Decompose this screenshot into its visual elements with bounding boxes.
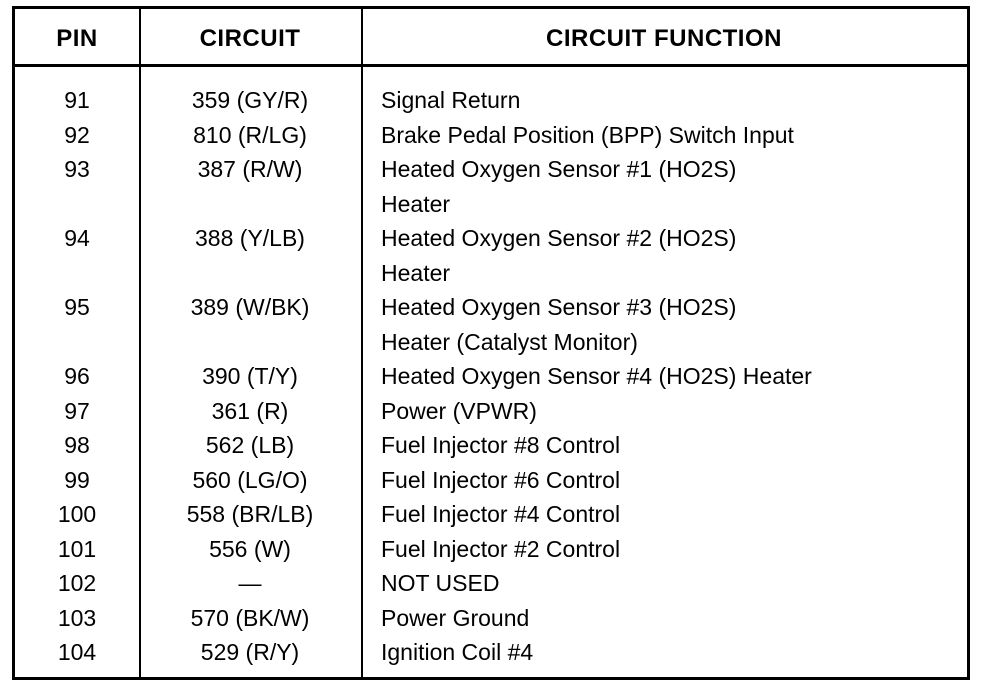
pin-cell: 101: [57, 535, 97, 562]
table-row: [15, 566, 967, 601]
pin-table: [12, 6, 970, 680]
circuit-function-cell: Power Ground: [381, 604, 530, 631]
table-header: [15, 9, 967, 67]
table-row: [15, 152, 967, 221]
circuit-cell: 810 (R/LG): [193, 121, 307, 148]
circuit-function-cell: Ignition Coil #4: [381, 639, 534, 665]
circuit-function-cell: Power (VPWR): [381, 397, 537, 424]
pin-cell: 98: [64, 432, 90, 458]
pin-cell: 102: [57, 570, 97, 596]
circuit-cell: 570 (BK/W): [190, 604, 310, 631]
circuit-cell: 562 (LB): [205, 432, 295, 458]
circuit-cell: 390 (T/Y): [202, 363, 298, 389]
circuit-cell: 389 (W/BK): [190, 294, 310, 320]
circuit-function-cell: Signal Return: [381, 87, 521, 113]
table-row: [15, 221, 967, 290]
table-row: [15, 463, 967, 498]
table-row: [15, 635, 967, 670]
circuit-function-cell: Heated Oxygen Sensor #4 (HO2S) Heater: [381, 363, 812, 389]
circuit-cell: 560 (LG/O): [192, 466, 308, 493]
circuit-cell: 388 (Y/LB): [195, 225, 305, 251]
circuit-cell: 359 (GY/R): [191, 87, 309, 113]
circuit-cell: 361 (R): [211, 397, 289, 424]
pin-cell: 97: [64, 397, 90, 424]
pin-cell: 99: [64, 466, 90, 493]
pin-cell: 92: [64, 121, 90, 148]
circuit-cell: 558 (BR/LB): [186, 501, 314, 527]
circuit-function-cell: Fuel Injector #4 Control: [381, 501, 621, 527]
circuit-function-cell: Fuel Injector #8 Control: [381, 432, 621, 458]
table-row: [15, 428, 967, 463]
circuit-cell: 387 (R/W): [197, 156, 303, 182]
circuit-cell: —: [238, 570, 262, 596]
pin-cell: 95: [64, 294, 90, 320]
table-row: [15, 394, 967, 429]
pin-cell: 93: [64, 156, 90, 182]
pin-cell: 96: [64, 363, 90, 389]
pin-cell: 91: [64, 87, 90, 113]
pin-cell: 100: [57, 501, 97, 527]
table-row: [15, 532, 967, 567]
pin-cell: 94: [64, 225, 90, 251]
header-circuit: CIRCUIT: [199, 25, 301, 52]
circuit-function-cell: Heated Oxygen Sensor #1 (HO2S) Heater: [381, 156, 737, 217]
table-row: [15, 290, 967, 359]
circuit-function-cell: Brake Pedal Position (BPP) Switch Input: [381, 121, 794, 148]
circuit-cell: 556 (W): [209, 535, 291, 562]
header-circuit-function: CIRCUIT FUNCTION: [546, 25, 782, 52]
circuit-function-cell: Heated Oxygen Sensor #2 (HO2S) Heater: [381, 225, 737, 286]
pin-cell: 104: [57, 639, 97, 665]
header-pin: PIN: [56, 25, 98, 52]
circuit-cell: 529 (R/Y): [200, 639, 300, 665]
table-body: [15, 83, 967, 670]
circuit-function-cell: Fuel Injector #6 Control: [381, 466, 621, 493]
circuit-function-cell: Fuel Injector #2 Control: [381, 535, 621, 562]
table-row: [15, 359, 967, 394]
table-row: [15, 118, 967, 153]
circuit-function-cell: Heated Oxygen Sensor #3 (HO2S) Heater (Catalyst Monitor): [381, 294, 737, 355]
table-row: [15, 497, 967, 532]
table-row: [15, 83, 967, 118]
table-row: [15, 601, 967, 636]
circuit-function-cell: NOT USED: [381, 570, 500, 596]
pin-cell: 103: [57, 604, 97, 631]
